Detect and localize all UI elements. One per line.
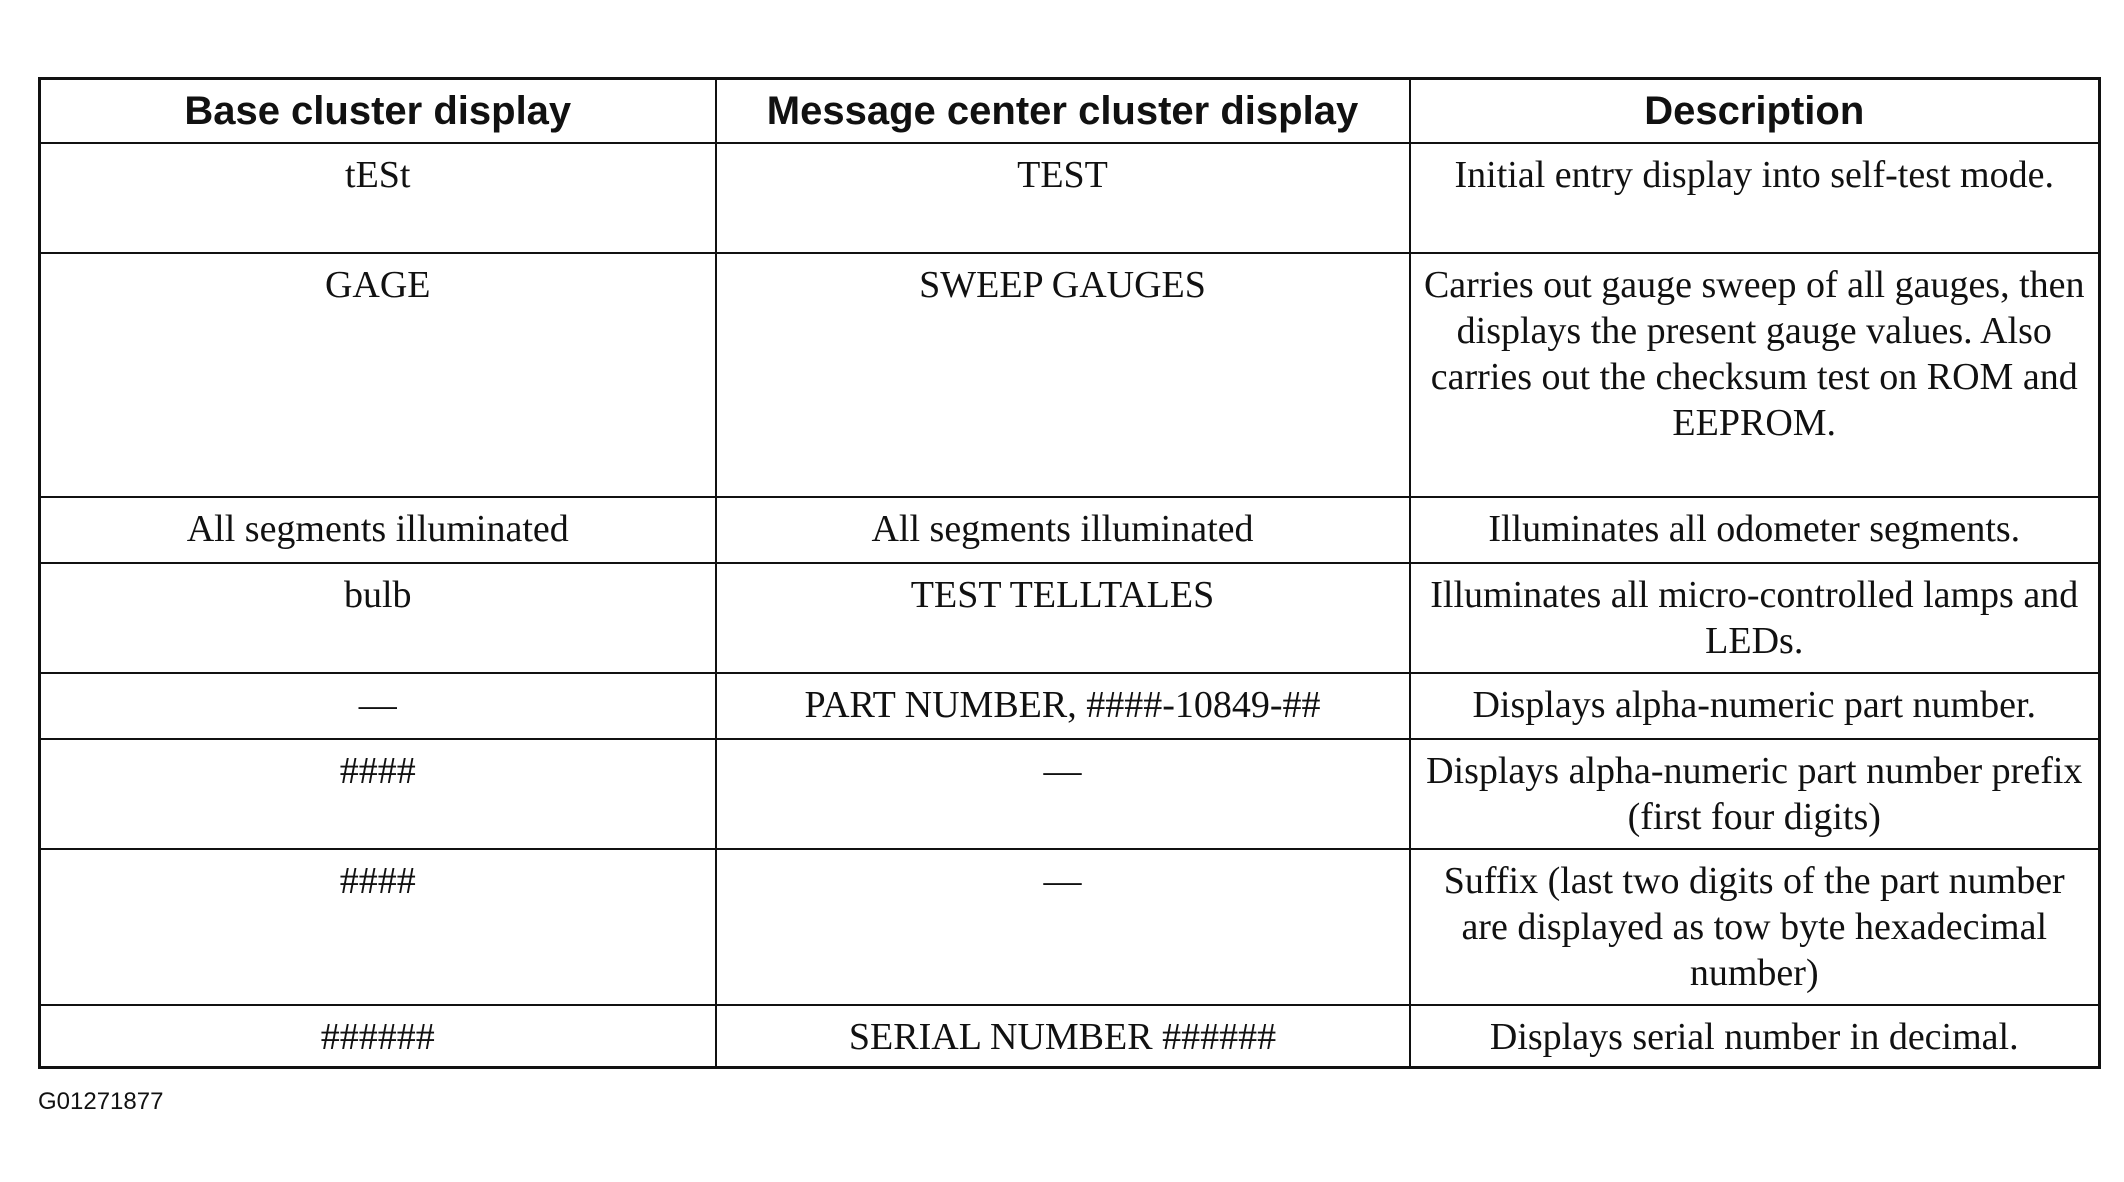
message-display-cell: PART NUMBER, ####-10849-##: [716, 673, 1410, 739]
message-display-cell: TEST: [716, 143, 1410, 253]
message-display-cell: SERIAL NUMBER ######: [716, 1005, 1410, 1068]
table-header-row: [40, 79, 2100, 144]
base-display-cell: All segments illuminated: [40, 497, 716, 563]
header-base-cluster-display: Base cluster display: [40, 79, 716, 144]
message-display-cell: All segments illuminated: [716, 497, 1410, 563]
description-cell: Displays alpha-numeric part number prefix (first four digits): [1410, 739, 2100, 849]
base-display-cell: ######: [40, 1005, 716, 1068]
message-display-cell: —: [716, 849, 1410, 1005]
description-cell: Suffix (last two digits of the part number are displayed as tow byte hexadecimal number): [1410, 849, 2100, 1005]
base-display-cell: —: [40, 673, 716, 739]
header-message-center-cluster-display: Message center cluster display: [716, 79, 1410, 144]
self-test-display-table: [38, 77, 2101, 1069]
description-cell: Displays alpha-numeric part number.: [1410, 673, 2100, 739]
table-row: [40, 253, 2100, 497]
figure-id: G01271877: [38, 1088, 164, 1115]
base-display-cell: ####: [40, 739, 716, 849]
message-display-cell: SWEEP GAUGES: [716, 253, 1410, 497]
message-display-cell: —: [716, 739, 1410, 849]
base-display-cell: bulb: [40, 563, 716, 673]
table-row: [40, 143, 2100, 253]
description-cell: Initial entry display into self-test mode.: [1410, 143, 2100, 253]
description-cell: Displays serial number in decimal.: [1410, 1005, 2100, 1068]
header-description: Description: [1410, 79, 2100, 144]
description-cell: Carries out gauge sweep of all gauges, then displays the present gauge values. Also carries out the checksum test on ROM and EEPROM.: [1410, 253, 2100, 497]
base-display-cell: ####: [40, 849, 716, 1005]
table-row: [40, 563, 2100, 673]
base-display-cell: GAGE: [40, 253, 716, 497]
table-row: [40, 1005, 2100, 1068]
description-cell: Illuminates all micro-controlled lamps and LEDs.: [1410, 563, 2100, 673]
table-row: [40, 673, 2100, 739]
table-row: [40, 849, 2100, 1005]
message-display-cell: TEST TELLTALES: [716, 563, 1410, 673]
description-cell: Illuminates all odometer segments.: [1410, 497, 2100, 563]
table-row: [40, 739, 2100, 849]
base-display-cell: tESt: [40, 143, 716, 253]
table-row: [40, 497, 2100, 563]
